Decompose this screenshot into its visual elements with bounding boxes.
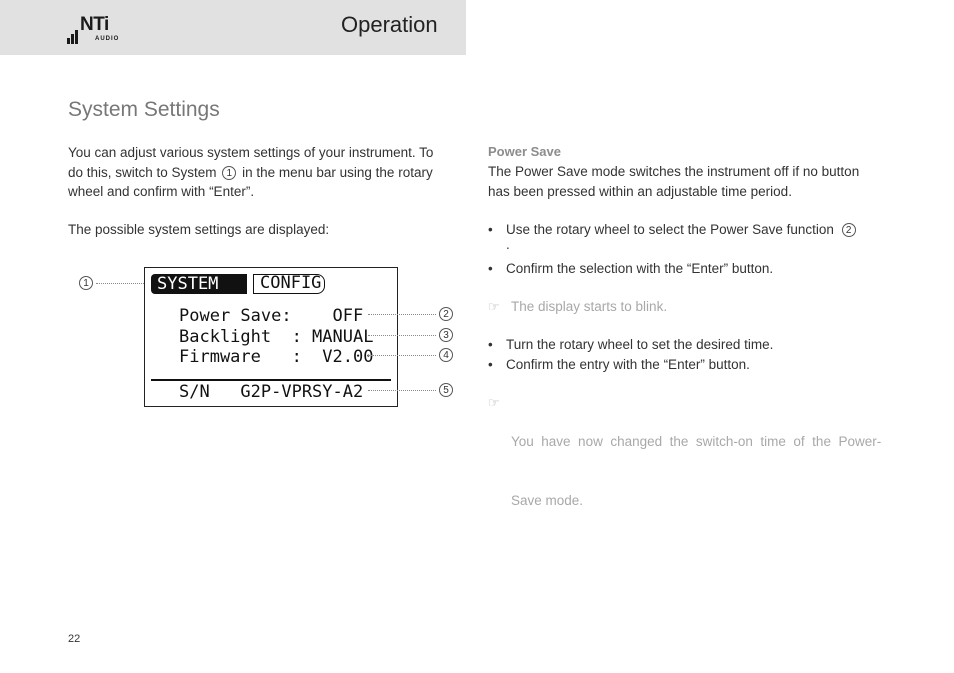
power-save-description [488,162,898,201]
bullet-icon: • [488,222,493,237]
possible-settings-text: The possible system settings are displayed: [68,222,330,237]
note-display-blinks [488,297,898,317]
step-select-function [488,220,898,260]
nti-audio-logo [67,14,129,44]
callout-3-leader [368,335,436,336]
page-number: 22 [68,633,81,645]
display-row-power-save: Power Save: OFF [179,306,364,326]
step-confirm-selection-text: Confirm the selection with the “Enter” button. [506,261,774,276]
power-save-subheading: Power Save [488,144,561,159]
pointing-hand-icon: ☞ [488,299,500,314]
step-confirm-selection [488,259,898,279]
display-row-serial: S/N G2P-VPRSY-A2 [179,382,364,402]
note-changed-time-line-2: Save mode. [511,492,584,508]
step-set-time-text: Turn the rotary wheel to set the desired time. [506,337,774,352]
note-changed-time-line-1: You have now changed the switch-on time of the Power- [511,434,882,449]
display-tab-system: SYSTEM [151,274,247,294]
callout-4-number: 4 [439,348,453,362]
callout-4-leader [368,355,436,356]
callout-5-leader [368,390,436,391]
section-title: System Settings [68,98,220,121]
intro-line-1: You can adjust various system settings of your instrument. To [68,145,434,160]
power-save-desc-line-1: The Power Save mode switches the instrument off if no button [488,164,860,179]
callout-ref-1: 1 [222,166,236,180]
display-row-firmware: Firmware : V2.00 [179,347,374,367]
power-save-desc-line-2: has been pressed within an adjustable time period. [488,183,792,199]
step-set-time [488,335,898,355]
note-changed-time [488,393,888,508]
bullet-icon: • [488,357,493,372]
system-config-display [144,267,398,407]
step-select-function-text: Use the rotary wheel to select the Power Save function [506,222,834,237]
callout-ref-2: 2 [842,223,856,237]
display-row-backlight: Backlight : MANUAL [179,327,374,347]
callout-2-number: 2 [439,307,453,321]
step-confirm-entry [488,355,898,375]
pointing-hand-icon: ☞ [488,395,500,410]
bullet-icon: • [488,261,493,276]
callout-1-number: 1 [79,276,93,290]
note-display-blinks-text: The display starts to blink. [511,299,668,314]
intro-line-2: do this, switch to System 1 in the menu bar using the rotary [68,164,433,180]
bullet-icon: • [488,337,493,352]
callout-1-leader [96,283,144,284]
logo-wordmark: NTi [80,14,109,35]
intro-line-3: wheel and confirm with “Enter”. [68,184,255,199]
logo-subtext: AUDIO [95,36,120,42]
callout-2-leader [368,314,436,315]
callout-5-number: 5 [439,383,453,397]
step-confirm-entry-text: Confirm the entry with the “Enter” button. [506,357,750,372]
callout-3-number: 3 [439,328,453,342]
intro-paragraph [68,143,468,202]
step-select-function-period: . [506,237,510,252]
chapter-title: Operation [341,12,438,37]
display-tab-config: CONFIG [253,274,325,294]
display-divider [151,379,391,381]
